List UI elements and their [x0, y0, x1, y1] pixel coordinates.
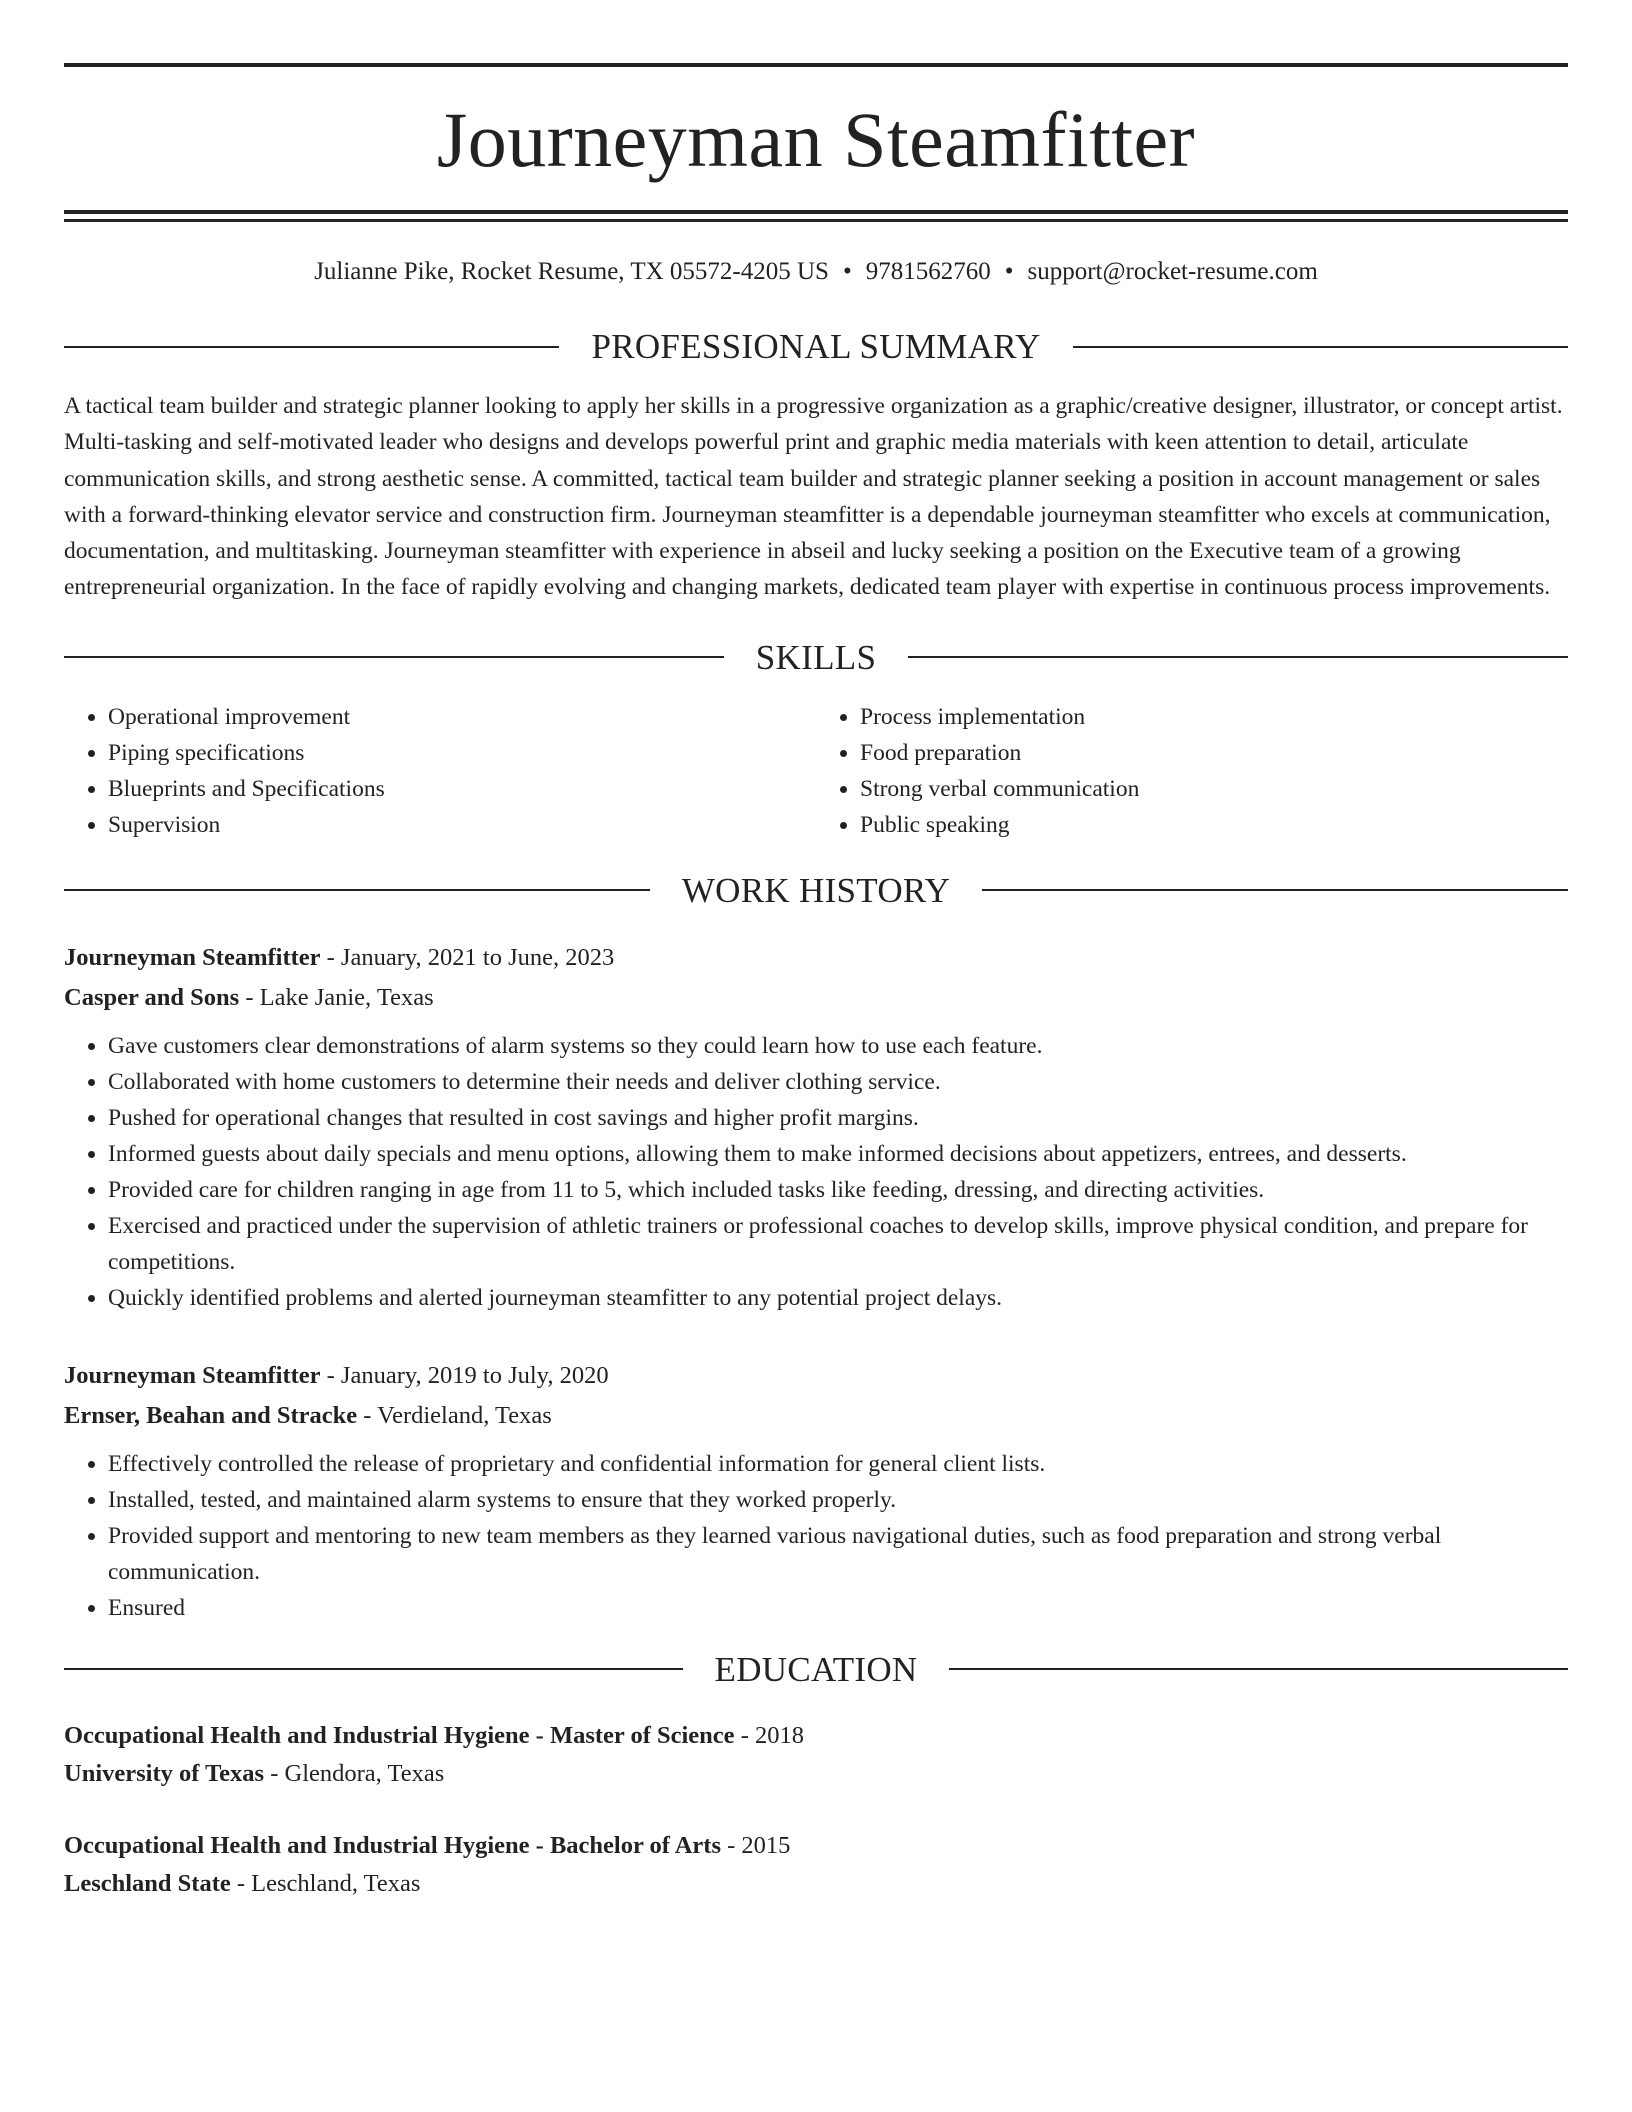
- education-entry: [64, 1827, 1568, 1903]
- education-school-line: [64, 1865, 1568, 1903]
- top-rule: [64, 63, 1568, 67]
- job-company-line: [64, 978, 1568, 1018]
- skills-heading: [64, 637, 1568, 677]
- skill-item: • Process implementation: [860, 699, 1568, 735]
- education-degree-line: [64, 1827, 1568, 1865]
- education-year: - 2015: [721, 1831, 791, 1859]
- education-heading-label: EDUCATION: [714, 1649, 918, 1689]
- education-school-line: [64, 1755, 1568, 1793]
- job-entry: [64, 1356, 1568, 1626]
- job-bullets: [64, 1446, 1568, 1626]
- summary-text: A tactical team builder and strategic planner looking to apply her skills in a progressive organization as a graphic/creative designer, illustrator, or concept artist. Multi-tasking and self-motivated leader who designs and develops powerful print and graphic media materials with keen attention to detail, articulate communication skills, and strong aesthetic sense. A committed, tactical team builder and strategic planner seeking a position in account management or sales with a forward-thinking elevator service and construction firm. Journeyman steamfitter is a dependable journeyman steamfitter who excels at communication, documentation, and multitasking. Journeyman steamfitter with experience in abseil and lucky seeking a position on the Executive team of a growing entrepreneurial organization. In the face of rapidly evolving and changing markets, dedicated team player with expertise in continuous process improvements.: [64, 393, 1563, 601]
- resume-title: Journeyman Steamfitter: [436, 96, 1196, 183]
- skill-item: • Operational improvement: [108, 699, 816, 735]
- education-entry: [64, 1717, 1568, 1793]
- job-bullet: • Informed guests about daily specials and menu options, allowing them to make informed decisions about appetizers, entrees, and desserts.: [108, 1136, 1568, 1172]
- job-location: - Lake Janie, Texas: [239, 983, 434, 1011]
- job-bullet: • Provided support and mentoring to new team members as they learned various navigational duties, such as food preparation and strong verbal communication.: [108, 1518, 1568, 1590]
- resume-page: [64, 0, 1568, 1903]
- job-company: Casper and Sons: [64, 983, 240, 1011]
- job-bullet: • Collaborated with home customers to determine their needs and deliver clothing service.: [108, 1064, 1568, 1100]
- education-heading: [64, 1649, 1568, 1689]
- summary-heading: [64, 329, 1568, 364]
- education-degree-line: [64, 1717, 1568, 1755]
- job-bullet: • Effectively controlled the release of proprietary and confidential information for general client lists.: [108, 1446, 1568, 1482]
- education-school: Leschland State: [64, 1869, 231, 1897]
- education-location: - Leschland, Texas: [230, 1869, 421, 1897]
- job-company-line: [64, 1396, 1568, 1436]
- heading-rule-left: [64, 889, 650, 891]
- heading-rule-left: [64, 656, 724, 658]
- job-bullet: • Pushed for operational changes that resulted in cost savings and higher profit margins.: [108, 1100, 1568, 1136]
- job-entry: [64, 938, 1568, 1316]
- education-location: - Glendora, Texas: [264, 1759, 445, 1787]
- skill-item: • Strong verbal communication: [860, 771, 1568, 807]
- contact-separator: •: [1004, 258, 1014, 285]
- job-bullet: • Gave customers clear demonstrations of alarm systems so they could learn how to use each feature.: [108, 1028, 1568, 1064]
- contact-phone: 9781562760: [865, 258, 991, 285]
- skills-heading-label: SKILLS: [755, 637, 877, 677]
- heading-rule-right: [949, 1668, 1568, 1670]
- skill-item: • Supervision: [108, 807, 816, 843]
- work-heading-label: WORK HISTORY: [681, 870, 951, 910]
- job-dates: - January, 2021 to June, 2023: [320, 943, 615, 971]
- job-title: Journeyman Steamfitter: [64, 943, 321, 971]
- contact-line: [64, 257, 1568, 287]
- job-bullet: • Provided care for children ranging in age from 11 to 5, which included tasks like feeding, dressing, and directing activities.: [108, 1172, 1568, 1208]
- job-bullet: • Installed, tested, and maintained alarm systems to ensure that they worked properly.: [108, 1482, 1568, 1518]
- skills-list: [64, 699, 1568, 843]
- job-bullet: • Quickly identified problems and alerted journeyman steamfitter to any potential project delays.: [108, 1280, 1568, 1316]
- skill-item: • Blueprints and Specifications: [108, 771, 816, 807]
- skills-column-left: [64, 699, 816, 843]
- work-heading: [64, 870, 1568, 910]
- job-bullet: • Exercised and practiced under the supervision of athletic trainers or professional coaches to develop skills, improve physical condition, and prepare for competitions.: [108, 1208, 1568, 1280]
- job-title-line: [64, 1356, 1568, 1396]
- job-title: Journeyman Steamfitter: [64, 1361, 321, 1389]
- job-company: Ernser, Beahan and Stracke: [64, 1401, 358, 1429]
- heading-rule-left: [64, 1668, 683, 1670]
- education-degree: Occupational Health and Industrial Hygiene - Master of Science: [64, 1721, 735, 1749]
- heading-rule-right: [908, 656, 1568, 658]
- heading-rule-right: [982, 889, 1568, 891]
- education-degree: Occupational Health and Industrial Hygiene - Bachelor of Arts: [64, 1831, 721, 1859]
- skills-column-right: [816, 699, 1568, 843]
- education-year: - 2018: [734, 1721, 804, 1749]
- job-dates: - January, 2019 to July, 2020: [320, 1361, 609, 1389]
- contact-email: support@rocket-resume.com: [1027, 258, 1318, 285]
- job-bullet: • Ensured: [108, 1590, 1568, 1626]
- title-double-rule: [64, 210, 1568, 222]
- heading-rule-right: [1073, 346, 1568, 348]
- education-school: University of Texas: [64, 1759, 265, 1787]
- heading-rule-left: [64, 346, 559, 348]
- skill-item: • Food preparation: [860, 735, 1568, 771]
- contact-address: Julianne Pike, Rocket Resume, TX 05572-4205 US: [314, 258, 829, 285]
- skill-item: • Piping specifications: [108, 735, 816, 771]
- job-title-line: [64, 938, 1568, 978]
- summary-heading-label: PROFESSIONAL SUMMARY: [591, 327, 1041, 366]
- skill-item: • Public speaking: [860, 807, 1568, 843]
- contact-separator: •: [842, 258, 852, 285]
- job-bullets: [64, 1028, 1568, 1316]
- job-location: - Verdieland, Texas: [357, 1401, 552, 1429]
